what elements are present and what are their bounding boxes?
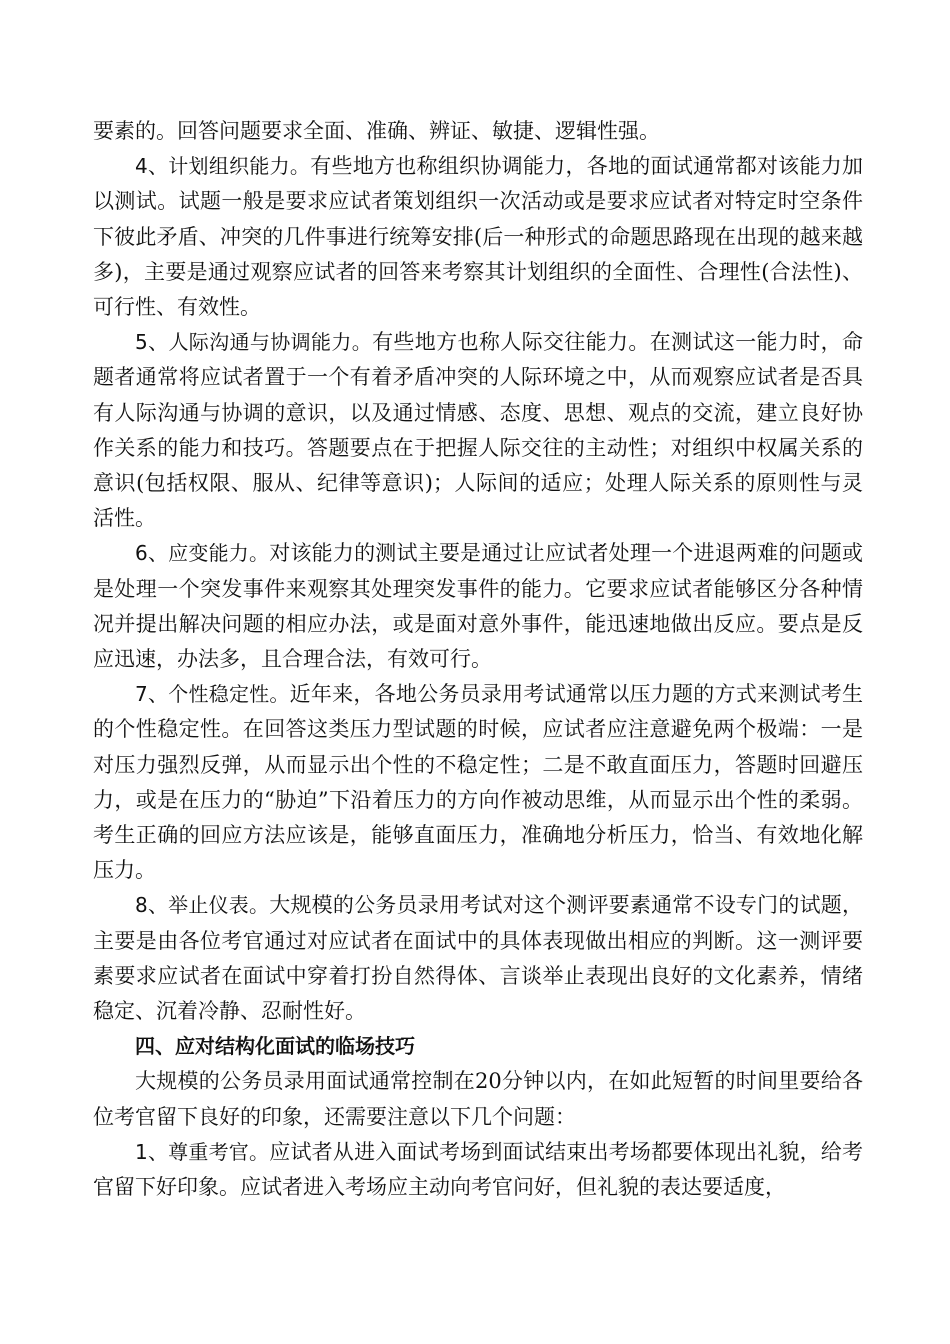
paragraph-planning-ability bbox=[93, 149, 863, 325]
document-page bbox=[93, 114, 863, 1205]
paragraph-lead: 4、计划组织能力。 bbox=[135, 154, 311, 179]
paragraph-lead: 8、举止仪表。 bbox=[135, 893, 270, 918]
paragraph-adaptability bbox=[93, 536, 863, 677]
paragraph-lead: 6、应变能力。 bbox=[135, 541, 270, 566]
paragraph-text: 有些地方也称人际交往能力。在测试这一能力时，命题者通常将应试者置于一个有着矛盾冲突的人际环境之中，从而观察应试者是否具有人际沟通与协调的意识，以及通过情感、态度、思想、观点的交流，建立良好协作关系的能力和技巧。答题要点在于把握人际交往的主动性；对组织中权属关系的意识(包括权限、服从、纪律等意识)；人际间的适应；处理人际关系的原则性与灵活性。 bbox=[93, 330, 863, 531]
paragraph-lead: 1、尊重考官。 bbox=[135, 1139, 270, 1164]
paragraph-lead: 7、个性稳定性。 bbox=[135, 682, 290, 707]
paragraph-text: 要素的。回答问题要求全面、准确、辨证、敏捷、逻辑性强。 bbox=[93, 119, 660, 143]
paragraph-text: 对该能力的测试主要是通过让应试者处理一个进退两难的问题或是处理一个突发事件来观察其处理突发事件的能力。它要求应试者能够区分各种情况并提出解决问题的相应办法，或是面对意外事件，能迅速地做出反应。要点是反应迅速，办法多，且合理合法，有效可行。 bbox=[93, 541, 864, 672]
paragraph-lead: 5、人际沟通与协调能力。 bbox=[135, 330, 373, 355]
section-heading: 四、应对结构化面试的临场技巧 bbox=[135, 1034, 415, 1059]
paragraph-continuation bbox=[93, 114, 863, 149]
paragraph-respect-examiners bbox=[93, 1135, 863, 1205]
paragraph-communication-ability bbox=[93, 325, 863, 536]
paragraph-personality-stability bbox=[93, 677, 863, 888]
section-intro: 大规模的公务员录用面试通常控制在20分钟以内，在如此短暂的时间里要给各位考官留下良好的印象，还需要注意以下几个问题： bbox=[93, 1069, 863, 1129]
paragraph-appearance-manner bbox=[93, 888, 863, 1029]
paragraph-text: 有些地方也称组织协调能力，各地的面试通常都对该能力加以测试。试题一般是要求应试者策划组织一次活动或是要求应试者对特定时空条件下彼此矛盾、冲突的几件事进行统筹安排(后一种形式的命题思路现在出现的越来越多)，主要是通过观察应试者的回答来考察其计划组织的全面性、合理性(合法性)、可行性、有效性。 bbox=[93, 154, 863, 320]
paragraph-text: 应试者从进入面试考场到面试结束出考场都要体现出礼貌，给考官留下好印象。应试者进入考场应主动向考官问好，但礼貌的表达要适度， bbox=[93, 1139, 864, 1200]
paragraph-text: 大规模的公务员录用考试对这个测评要素通常不设专门的试题，主要是由各位考官通过对应试者在面试中的具体表现做出相应的判断。这一测评要素要求应试者在面试中穿着打扮自然得体、言谈举止表现出良好的文化素养，情绪稳定、沉着冷静、忍耐性好。 bbox=[93, 893, 864, 1024]
paragraph-text: 近年来，各地公务员录用考试通常以压力题的方式来测试考生的个性稳定性。在回答这类压力型试题的时候，应试者应注意避免两个极端：一是对压力强烈反弹，从而显示出个性的不稳定性；二是不敢直面压力，答题时回避压力，或是在压力的“胁迫”下沿着压力的方向作被动思维，从而显示出个性的柔弱。考生正确的回应方法应该是，能够直面压力，准确地分析压力，恰当、有效地化解压力。 bbox=[93, 682, 863, 883]
